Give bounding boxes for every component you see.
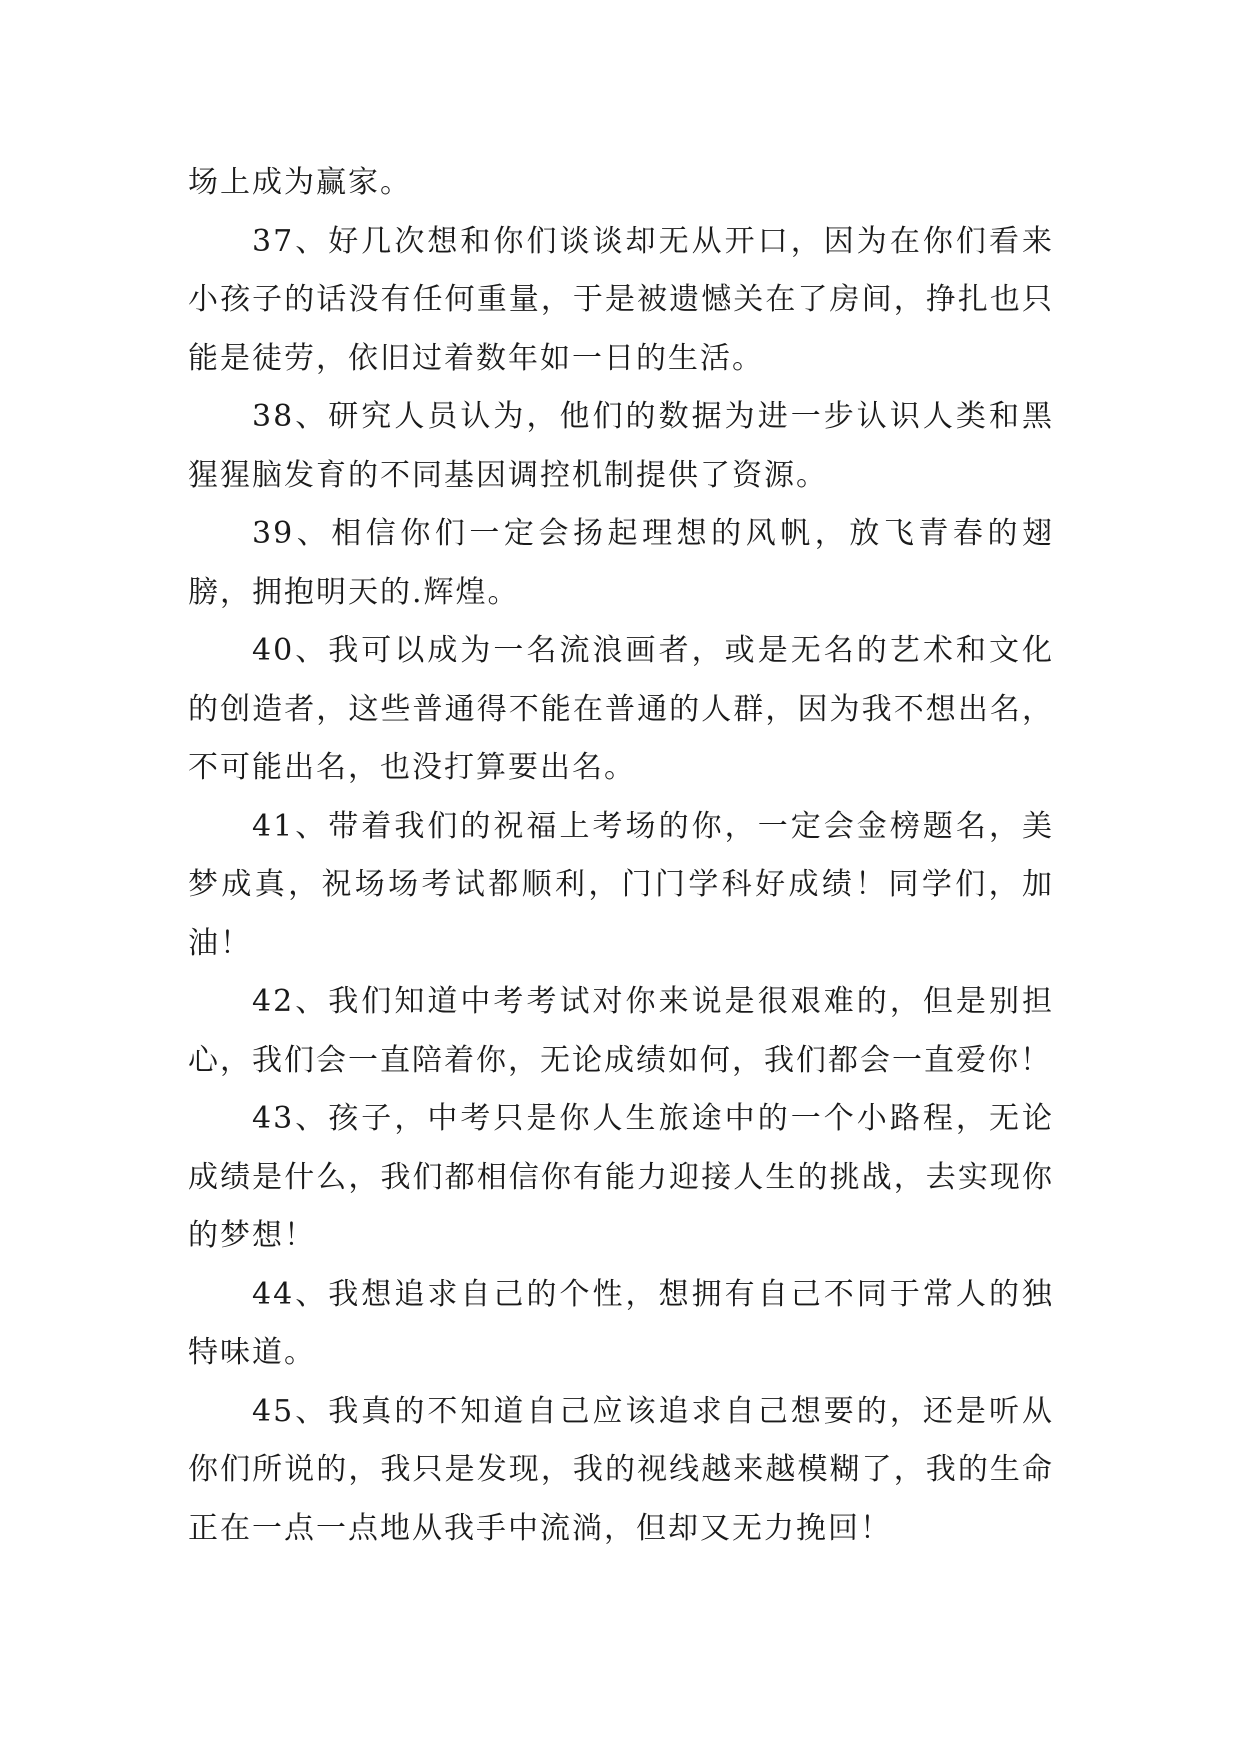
paragraph-43: 43、孩子，中考只是你人生旅途中的一个小路程，无论成绩是什么，我们都相信你有能力迎接人生的挑战，去实现你的梦想！ [188,1101,1054,1253]
paragraph-45: 45、我真的不知道自己应该追求自己想要的，还是听从你们所说的，我只是发现，我的视线越来越模糊了，我的生命正在一点一点地从我手中流淌，但却又无力挽回！ [188,1393,1054,1546]
document-page [188,154,1054,1558]
paragraph-continuation: 场上成为赢家。 [188,165,412,200]
paragraph-38: 38、研究人员认为，他们的数据为进一步认识人类和黑猩猩脑发育的不同基因调控机制提供了资源。 [188,399,1054,493]
paragraph-39: 39、相信你们一定会扬起理想的风帆，放飞青春的翅膀，拥抱明天的.辉煌。 [188,516,1054,610]
paragraph-40: 40、我可以成为一名流浪画者，或是无名的艺术和文化的创造者，这些普通得不能在普通的人群，因为我不想出名，不可能出名，也没打算要出名。 [188,633,1054,785]
paragraph-42: 42、我们知道中考考试对你来说是很艰难的，但是别担心，我们会一直陪着你，无论成绩如何，我们都会一直爱你！ [188,984,1054,1078]
paragraph-37: 37、好几次想和你们谈谈却无从开口，因为在你们看来小孩子的话没有任何重量，于是被遗憾关在了房间，挣扎也只能是徒劳，依旧过着数年如一日的生活。 [188,223,1054,376]
paragraph-41: 41、带着我们的祝福上考场的你，一定会金榜题名，美梦成真，祝场场考试都顺利，门门学科好成绩！同学们，加油！ [188,808,1054,961]
paragraph-44: 44、我想追求自己的个性，想拥有自己不同于常人的独特味道。 [188,1276,1054,1370]
